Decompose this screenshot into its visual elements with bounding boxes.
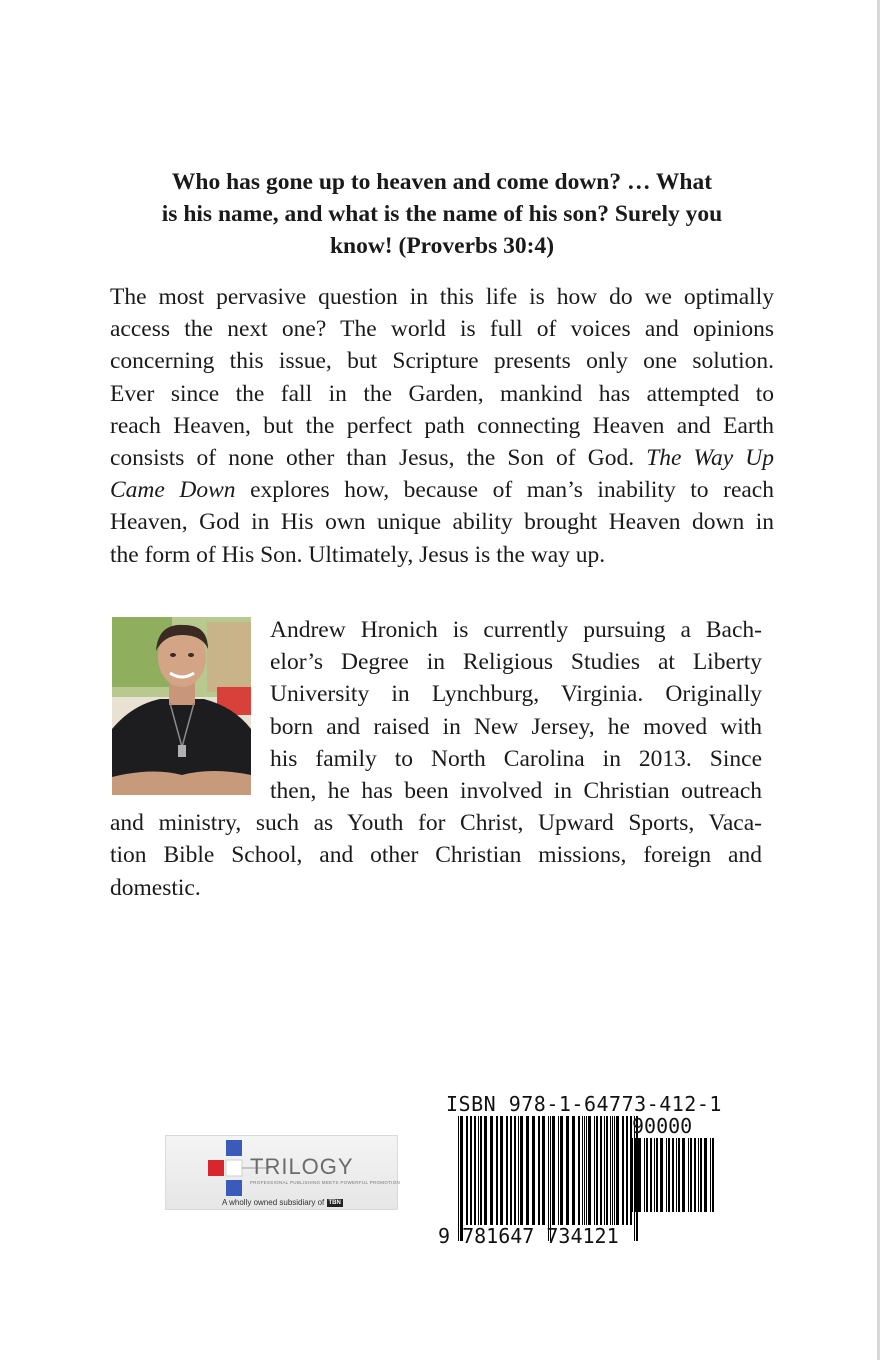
blurb-text: explores how, because of man’s inability to reach [235, 477, 774, 504]
epigraph [110, 166, 774, 262]
blurb-line: The most pervasive question in this life is how do we optimally [110, 284, 774, 310]
bio-line: and ministry, such as Youth for Christ, Upward Sports, Vaca- [110, 810, 762, 837]
barcode-bar [638, 1138, 641, 1212]
barcode-bar [552, 1116, 555, 1225]
barcode-bar [496, 1116, 498, 1225]
barcode-bar [582, 1116, 583, 1225]
publisher-tagline: PROFESSIONAL PUBLISHING MEETS POWERFUL PROMOTION [250, 1180, 401, 1185]
publisher-name: TRILOGY [250, 1154, 354, 1179]
barcode-bar [650, 1138, 652, 1212]
isbn-barcode [436, 1092, 722, 1252]
barcode-bar [532, 1116, 535, 1225]
barcode-bar [470, 1116, 472, 1225]
barcode-bar [466, 1116, 468, 1225]
barcode-bar [460, 1116, 463, 1241]
barcode-bar [678, 1138, 680, 1212]
barcode-bar [584, 1116, 585, 1225]
bio-line: domestic. [110, 874, 201, 901]
barcode-bar [704, 1138, 707, 1212]
barcode-bar [474, 1116, 476, 1225]
blurb-line: Ever since the fall in the Garden, mankind has attempted to [110, 380, 774, 407]
barcode-bar [610, 1116, 611, 1225]
barcode-bar [682, 1138, 685, 1212]
barcode-bar [558, 1116, 559, 1225]
blurb-line: Heaven, God in His own unique ability brought Heaven down in [110, 509, 774, 536]
barcode-bar [698, 1138, 699, 1212]
barcode-bar [672, 1138, 674, 1212]
bio-line: tion Bible School, and other Christian missions, foreign and [110, 842, 762, 869]
barcode-bar [612, 1116, 613, 1225]
blurb-line: access the next one? The world is full of voices and opinions [110, 316, 774, 343]
blurb-line [110, 474, 774, 506]
price-code: 90000 [632, 1114, 693, 1138]
barcode-bar [596, 1116, 598, 1225]
barcode-bar [644, 1138, 645, 1212]
barcode-bar [712, 1138, 714, 1212]
blurb-text: consists of none other than Jesus, the Son of God. [110, 445, 647, 472]
barcode-bar [538, 1116, 540, 1225]
barcode-bar [632, 1138, 633, 1212]
barcode-bar [518, 1116, 519, 1225]
bio-line: born and raised in New Jersey, he moved with [270, 713, 762, 740]
barcode-bar [500, 1116, 503, 1225]
author-bio [110, 614, 762, 904]
barcode-bar [600, 1116, 602, 1225]
barcode-bar [490, 1116, 493, 1225]
blurb-line: the form of His Son. Ultimately, Jesus is the way up. [110, 541, 606, 568]
book-blurb [110, 281, 774, 571]
bio-line: elor’s Degree in Religious Studies at Liberty [270, 649, 762, 676]
barcode-bar [694, 1138, 696, 1212]
barcode-bar [688, 1138, 689, 1212]
barcode-bar [656, 1138, 658, 1212]
barcode-bar [646, 1138, 648, 1212]
barcode-bar [586, 1116, 587, 1225]
barcode-bar [478, 1116, 479, 1225]
bio-line: Andrew Hronich is currently pursuing a Bach- [270, 617, 762, 643]
barcode-bar [548, 1116, 549, 1241]
barcode-bar [560, 1116, 563, 1225]
blurb-line [110, 442, 774, 474]
barcode-bar [606, 1116, 608, 1225]
barcode-bar [690, 1138, 692, 1212]
barcode-bar [484, 1116, 487, 1225]
publisher-subsidiary [222, 1198, 343, 1207]
bio-line: his family to North Carolina in 2013. Since [270, 745, 762, 772]
barcode-bar [676, 1138, 677, 1212]
barcode-bar [634, 1138, 636, 1212]
epigraph-line: Who has gone up to heaven and come down? … What [171, 169, 713, 195]
tbn-logo: TBN [328, 1199, 341, 1206]
barcode-bar [572, 1116, 575, 1225]
barcode-bar [622, 1116, 624, 1225]
book-title-italic: Came Down [110, 477, 236, 504]
bio-line: then, he has been involved in Christian outreach [270, 778, 762, 805]
barcode-bar [700, 1138, 702, 1212]
barcode-bar [710, 1138, 711, 1212]
isbn-number: ISBN 978-1-64773-412-1 [446, 1092, 722, 1116]
barcode-bar [660, 1138, 663, 1212]
epigraph-line: know! (Proverbs 30:4) [329, 233, 555, 259]
barcode-bar [514, 1116, 516, 1225]
barcode-bar [654, 1138, 655, 1212]
barcode-bar [458, 1116, 459, 1241]
book-title-italic: The Way Up [646, 445, 774, 472]
barcode-bar [480, 1116, 482, 1225]
barcode-bar [666, 1138, 667, 1212]
epigraph-line: is his name, and what is the name of his son? Surely you [161, 201, 723, 227]
bio-line: University in Lynchburg, Virginia. Originally [270, 681, 762, 708]
barcode-bar [594, 1116, 595, 1225]
barcode-bar [588, 1116, 591, 1225]
barcode-bar [668, 1138, 670, 1212]
barcode-bar [526, 1116, 529, 1225]
subsidiary-text: A wholly owned subsidiary of [222, 1198, 325, 1207]
price-addon-bars [632, 1138, 714, 1228]
barcode-bar [614, 1116, 615, 1225]
barcode-bar [626, 1116, 628, 1225]
barcode-bar [542, 1116, 545, 1225]
barcode-bar [510, 1116, 512, 1225]
publisher-logo [165, 1135, 401, 1210]
barcode-bar [520, 1116, 523, 1225]
barcode-bar [566, 1116, 569, 1225]
barcode-bar [604, 1116, 605, 1225]
ean-digits: 9 781647 734121 [438, 1224, 619, 1248]
barcode-bar [550, 1116, 551, 1241]
blurb-line: concerning this issue, but Scripture presents only one solution. [110, 348, 774, 375]
barcode-bar [616, 1116, 619, 1225]
ean-barcode-bars [458, 1116, 638, 1241]
barcode-bar [506, 1116, 508, 1225]
blurb-line: reach Heaven, but the perfect path connecting Heaven and Earth [110, 412, 774, 439]
barcode-bar [578, 1116, 580, 1225]
